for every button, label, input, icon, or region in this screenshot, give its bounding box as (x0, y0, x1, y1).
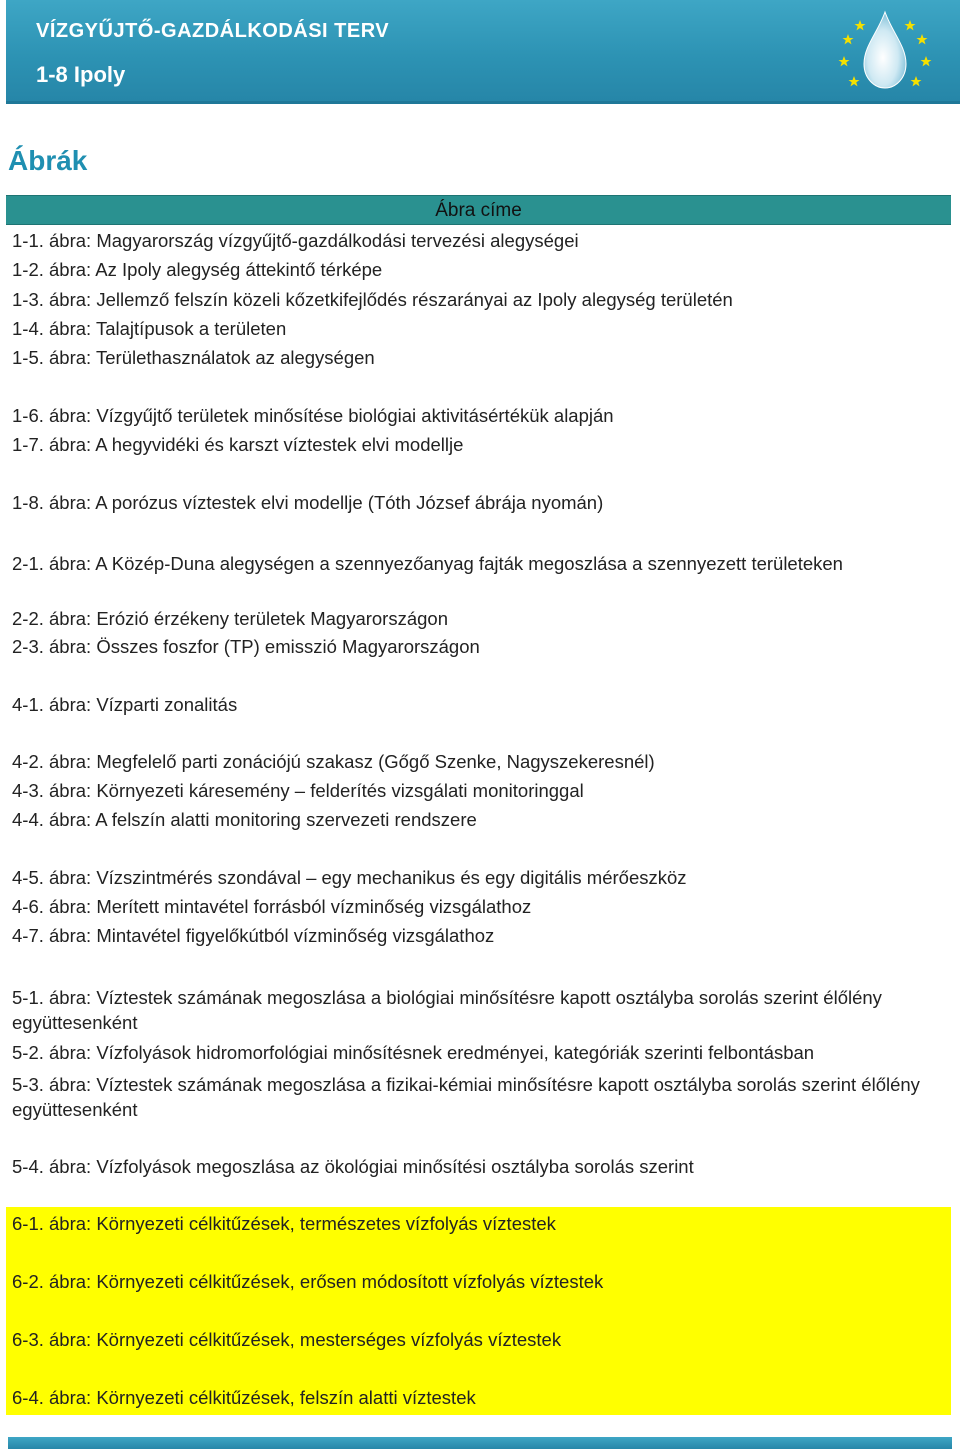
table-row (6, 228, 951, 253)
eu-water-drop-logo-icon (820, 6, 950, 98)
row-text: 5-3. ábra: Víztestek számának megoszlása a fizikai-kémiai minősítésre kapott osztályba sorolás szerint élőlény együttesenként (12, 1074, 920, 1120)
table-column-header: Ábra címe (6, 195, 951, 225)
table-row (6, 1072, 951, 1122)
row-text: 4-6. ábra: Merített mintavétel forrásból vízminőség vizsgálathoz (12, 896, 532, 917)
row-text: 2-2. ábra: Erózió érzékeny területek Magyarországon (12, 608, 448, 629)
row-text: 4-5. ábra: Vízszintmérés szondával – egy mechanikus és egy digitális mérőeszköz (12, 867, 687, 888)
table-row (6, 923, 951, 948)
row-text: 5-4. ábra: Vízfolyások megoszlása az ökológiai minősítési osztályba sorolás szerint (12, 1156, 694, 1177)
table-row (6, 257, 951, 282)
table-row (6, 807, 951, 832)
table-row (6, 985, 951, 1035)
table-row (6, 316, 951, 341)
table-row (6, 634, 951, 659)
row-text: 1-3. ábra: Jellemző felszín közeli kőzetkifejlődés részarányai az Ipoly alegység területén (12, 289, 733, 310)
table-row-highlighted (6, 1323, 951, 1381)
row-text: 1-5. ábra: Területhasználatok az alegységen (12, 347, 375, 368)
table-row-highlighted (6, 1265, 951, 1323)
row-text: 1-1. ábra: Magyarország vízgyűjtő-gazdálkodási tervezési alegységei (12, 230, 579, 251)
figure-list-table (6, 195, 951, 225)
row-text: 6-2. ábra: Környezeti célkitűzések, erősen módosított vízfolyás víztestek (12, 1271, 604, 1292)
row-text: 4-3. ábra: Környezeti káresemény – felderítés vizsgálati monitoringgal (12, 780, 584, 801)
table-row (6, 1040, 951, 1065)
table-row (6, 749, 951, 774)
table-row (6, 606, 951, 631)
table-row-highlighted (6, 1207, 951, 1265)
row-text: 5-1. ábra: Víztestek számának megoszlása a biológiai minősítésre kapott osztályba sorolás szerint élőlény együttesenként (12, 987, 882, 1033)
row-text: 2-3. ábra: Összes foszfor (TP) emisszió Magyarországon (12, 636, 480, 657)
table-row (6, 778, 951, 803)
table-row (6, 551, 951, 576)
table-row (6, 1154, 951, 1179)
row-text: 6-4. ábra: Környezeti célkitűzések, felszín alatti víztestek (12, 1387, 476, 1408)
table-row (6, 490, 951, 515)
row-text: 4-1. ábra: Vízparti zonalitás (12, 694, 238, 715)
table-row (6, 894, 951, 919)
table-row (6, 692, 951, 717)
table-row (6, 345, 951, 370)
table-row-highlighted (6, 1381, 951, 1415)
row-text: 1-7. ábra: A hegyvidéki és karszt víztestek elvi modellje (12, 434, 464, 455)
row-text: 2-1. ábra: A Közép-Duna alegységen a szennyezőanyag fajták megoszlása a szennyezett területeken (12, 553, 843, 574)
row-text: 4-2. ábra: Megfelelő parti zonációjú szakasz (Gőgő Szenke, Nagyszekeresnél) (12, 751, 655, 772)
section-title: Ábrák (8, 145, 88, 176)
row-text: 1-8. ábra: A porózus víztestek elvi modellje (Tóth József ábrája nyomán) (12, 492, 604, 513)
document-header (6, 0, 960, 104)
table-row (6, 865, 951, 890)
row-text: 1-6. ábra: Vízgyűjtő területek minősítése biológiai aktivitásértékük alapján (12, 405, 614, 426)
table-row (6, 287, 951, 312)
row-text: 6-3. ábra: Környezeti célkitűzések, mesterséges vízfolyás víztestek (12, 1329, 562, 1350)
row-text: 6-1. ábra: Környezeti célkitűzések, természetes vízfolyás víztestek (12, 1213, 556, 1234)
table-row (6, 432, 951, 457)
row-text: 5-2. ábra: Vízfolyások hidromorfológiai minősítésnek eredményei, kategóriák szerinti felbontásban (12, 1042, 815, 1063)
table-row (6, 403, 951, 428)
row-text: 1-4. ábra: Talajtípusok a területen (12, 318, 287, 339)
row-text: 1-2. ábra: Az Ipoly alegység áttekintő térképe (12, 259, 383, 280)
row-text: 4-4. ábra: A felszín alatti monitoring szervezeti rendszere (12, 809, 477, 830)
row-text: 4-7. ábra: Mintavétel figyelőkútból vízminőség vizsgálathoz (12, 925, 495, 946)
footer-bar (8, 1437, 952, 1449)
document-subtitle: 1-8 Ipoly (36, 62, 126, 87)
document-title: VÍZGYŰJTŐ-GAZDÁLKODÁSI TERV (36, 20, 390, 42)
